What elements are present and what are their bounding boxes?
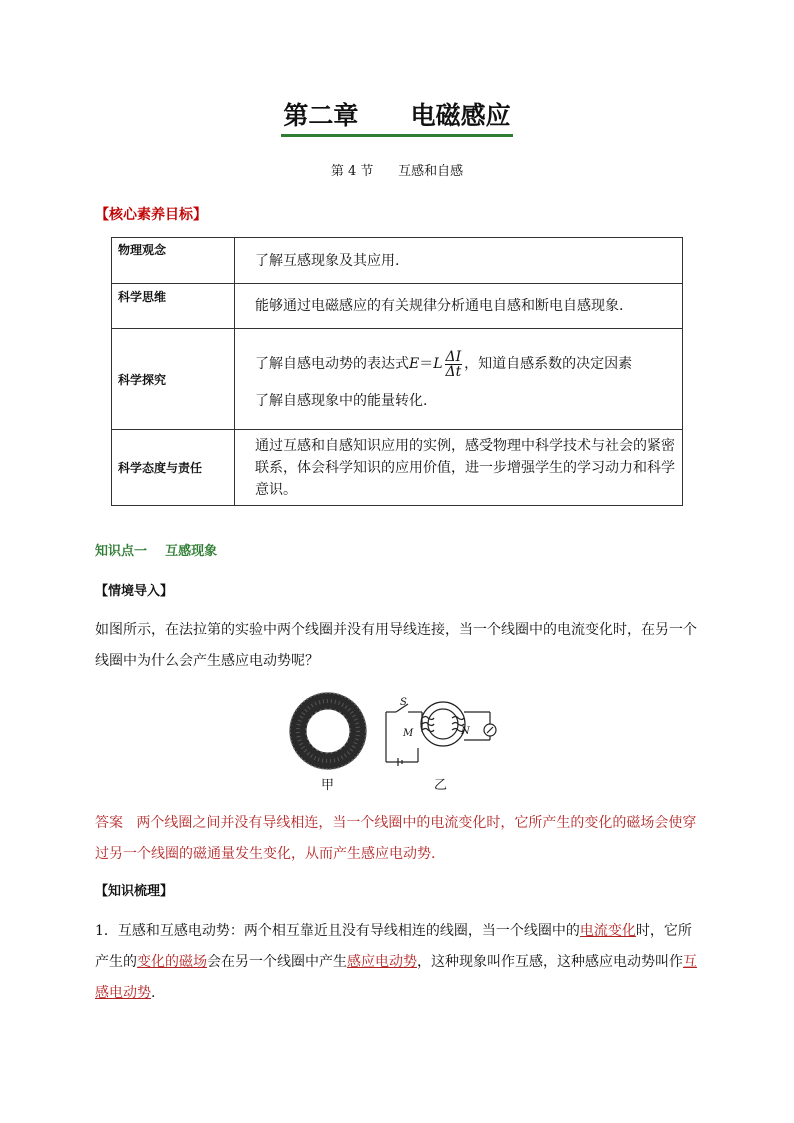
goal-description: 能够通过电磁感应的有关规律分析通电自感和断电自感现象. — [235, 284, 683, 329]
figure-caption-right: 乙 — [434, 778, 448, 793]
knowledge-heading: 【知识梳理】 — [95, 884, 174, 899]
label-n: N — [461, 726, 470, 737]
blank-answer: 变化的磁场 — [137, 954, 207, 970]
formula-fraction: $\frac{\Delta I}{\Delta t}$ — [445, 348, 462, 380]
blank-answer: 电流变化 — [579, 923, 636, 939]
formula-lhs: E — [409, 356, 420, 372]
goal-row-scientific-inquiry — [112, 329, 683, 430]
core-goals-table — [111, 237, 683, 506]
answer-text: 两个线圈之间并没有导线相连，当一个线圈中的电流变化时，它所产生的变化的磁场会使穿过另一个线圈的磁通量发生变化，从而产生感应电动势. — [95, 815, 697, 862]
goal-row-attitude — [112, 430, 683, 506]
goal-category: 科学态度与责任 — [112, 430, 235, 506]
goal-row-physics-concept — [112, 238, 683, 284]
scenario-text: 如图所示，在法拉第的实验中两个线圈并没有用导线连接，当一个线圈中的电流变化时，在另一个线圈中为什么会产生感应电动势呢？ — [95, 622, 697, 669]
formula-coef: L — [433, 356, 443, 372]
goal-row-scientific-thinking — [112, 284, 683, 329]
formula-eq: ＝ — [419, 356, 434, 372]
blank-answer: 互感电动势 — [95, 954, 697, 1001]
answer-label: 答案 — [95, 815, 123, 831]
label-m: M — [403, 728, 414, 739]
goal-category: 物理观念 — [112, 238, 235, 284]
inquiry-line-1: 了解自感电动势的表达式E＝L $\frac{\Delta I}{\Delta t}$ ，知道自感系数的决定因素 — [255, 348, 633, 380]
answer-block — [95, 808, 705, 870]
knowledge-point-title: 知识点一 互感现象 — [95, 544, 218, 559]
label-s: S — [400, 697, 407, 708]
blank-answer: 感应电动势 — [347, 954, 417, 970]
scenario-heading: 【情境导入】 — [95, 584, 174, 599]
goal-category: 科学思维 — [112, 284, 235, 329]
section-title: 第 4 节 互感和自感 — [330, 164, 464, 179]
goal-category: 科学探究 — [112, 329, 235, 430]
inquiry-line-2: 了解自感现象中的能量转化. — [255, 393, 428, 409]
chapter-title: 第二章 电磁感应 — [0, 96, 794, 137]
goal-description — [235, 329, 683, 430]
figure-caption-left: 甲 — [321, 778, 335, 793]
goal-description: 通过互感和自感知识应用的实例，感受物理中科学技术与社会的紧密联系，体会科学知识的应用价值，进一步增强学生的学习动力和科学意识。 — [235, 430, 683, 506]
goals-heading: 【核心素养目标】 — [95, 207, 207, 223]
knowledge-item-1: 1．互感和互感电动势：两个相互靠近且没有导线相连的线圈，当一个线圈中的电流变化时，它所产生的变化的磁场会在另一个线圈中产生感应电动势，这种现象叫作互感，这种感应电动势叫作互感电动势. — [95, 923, 697, 1001]
goal-description: 了解互感现象及其应用. — [235, 238, 683, 284]
figure-faraday-experiment — [288, 692, 503, 792]
toroid-ring-photo — [290, 693, 366, 769]
figure-drawing — [288, 692, 503, 772]
